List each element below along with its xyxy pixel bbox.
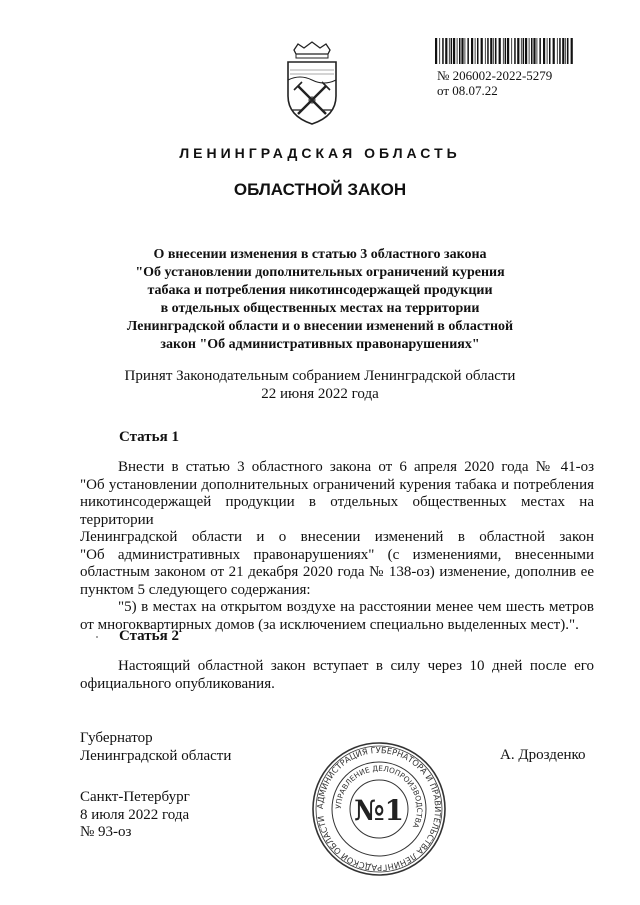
signatory-title: Губернатор — [80, 730, 153, 746]
title-line: в отдельных общественных местах на территории — [160, 301, 480, 316]
document-type-heading: ОБЛАСТНОЙ ЗАКОН — [233, 180, 407, 199]
coat-of-arms-emblem — [282, 40, 342, 126]
title-line: Ленинградской области и о внесении изменений в областной — [126, 319, 514, 334]
article-1-quote-line: "5) в местах на открытом воздухе на расстоянии менее чем шесть метров — [118, 599, 594, 615]
article-1-line: областным законом от 21 декабря 2020 года № 138-оз) изменение, дополнив ее — [80, 564, 594, 580]
title-line: закон "Об административных правонарушениях" — [160, 337, 480, 352]
adoption-line: Принят Законодательным собранием Ленинградской области — [124, 368, 516, 384]
signatory-region: Ленинградской области — [80, 747, 232, 764]
signatory-name: А. Дрозденко — [500, 747, 586, 763]
signatory-position — [80, 730, 231, 765]
law-number: № 93-оз — [80, 824, 132, 840]
article-1-text — [80, 459, 594, 634]
law-title — [100, 246, 540, 354]
article-1-line: "Об административных правонарушениях" (с изменениями, внесенными — [80, 546, 594, 563]
article-2-line: Настоящий областной закон вступает в силу через 10 дней после его — [118, 658, 594, 674]
title-line: О внесении изменения в статью 3 областного закона — [153, 247, 487, 262]
seal-number: №1 — [354, 794, 404, 827]
article-1-line: никотинсодержащей продукции в отдельных общественных местах на территории — [80, 494, 594, 528]
article-1-heading: Статья 1 — [119, 429, 179, 445]
article-2-line: официального опубликования. — [80, 675, 275, 692]
document-date: от 08.07.22 — [437, 83, 498, 98]
city: Санкт-Петербург — [80, 789, 190, 805]
place-and-date — [80, 789, 190, 842]
article-1-line: Ленинградской области и о внесении изменений в областной закон — [80, 529, 594, 545]
seal-ring-text: АДМИНИСТРАЦИЯ ГУБЕРНАТОРА И ПРАВИТЕЛЬСТВА ЛЕНИНГРАДСКОЙ ОБЛАСТИ — [314, 744, 444, 874]
barcode — [435, 38, 575, 64]
seal-inner-text: УПРАВЛЕНИЕ ДЕЛОПРОИЗВОДСТВА — [333, 763, 425, 830]
article-1-line: Внести в статью 3 областного закона от 6 апреля 2020 года № 41-оз — [118, 459, 594, 475]
official-seal — [310, 740, 448, 878]
scan-speck — [96, 636, 98, 638]
article-2-heading: Статья 2 — [119, 628, 179, 644]
article-1-line: пунктом 5 следующего содержания: — [80, 581, 311, 598]
title-line: табака и потребления никотинсодержащей продукции — [147, 283, 493, 298]
document-registration-number — [437, 68, 552, 98]
title-line: "Об установлении дополнительных ограничений курения — [135, 265, 505, 280]
adoption-note — [80, 367, 560, 403]
adoption-date: 22 июня 2022 года — [261, 386, 379, 402]
article-1-line: "Об установлении дополнительных ограничений курения табака и потребления — [80, 476, 594, 493]
article-2-text — [80, 658, 594, 693]
region-name: ЛЕНИНГРАДСКАЯ ОБЛАСТЬ — [179, 145, 461, 161]
article-1-quote-line: от многоквартирных домов (за исключением специально выделенных мест).". — [80, 616, 579, 633]
signing-date: 8 июля 2022 года — [80, 806, 190, 823]
document-number: № 206002-2022-5279 — [437, 68, 553, 83]
